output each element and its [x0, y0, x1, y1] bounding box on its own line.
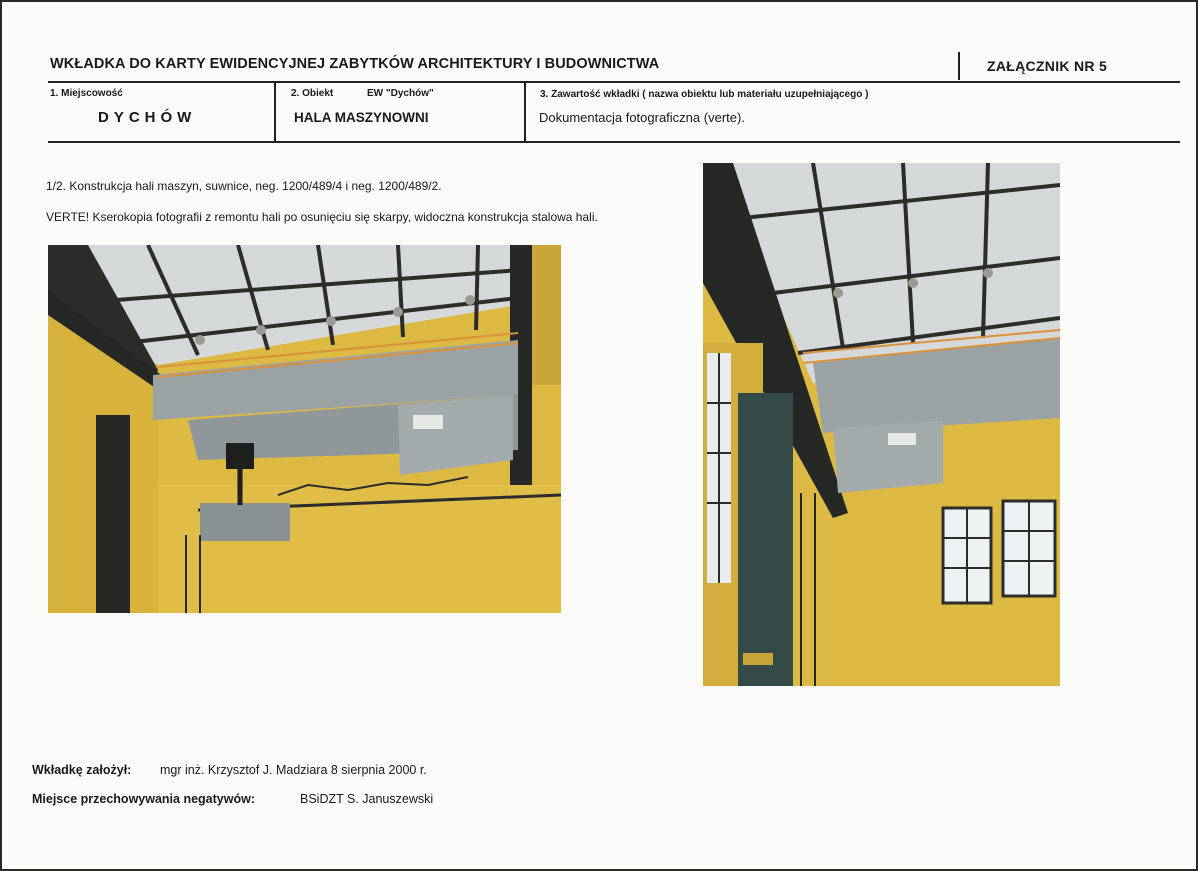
negatives-storage-value: BSiDZT S. Januszewski [300, 792, 434, 806]
column-divider [274, 82, 276, 142]
sheet-title: WKŁADKA DO KARTY EWIDENCYJNEJ ZABYTKÓW ARCHITEKTURY I BUDOWNICTWA [50, 56, 660, 72]
place-label: 1. Miejscowość [50, 88, 123, 99]
contents-value: Dokumentacja fotograficzna (verte). [539, 110, 745, 125]
author-value: mgr inż. Krzysztof J. Madziara 8 sierpnia 2000 r. [160, 763, 427, 777]
author-label: Wkładkę założył: [32, 763, 132, 777]
photo-caption: 1/2. Konstrukcja hali maszyn, suwnice, neg. 1200/489/4 i neg. 1200/489/2. [46, 179, 442, 193]
place-value: DYCHÓW [98, 109, 197, 126]
crane-photo-right-image [703, 163, 1060, 686]
crane-photo-right [703, 163, 1060, 686]
verte-note: VERTE! Kserokopia fotografii z remontu hali po osunięciu się skarpy, widoczna konstrukcja stalowa hali. [46, 210, 598, 224]
header-divider [958, 52, 960, 80]
object-label: 2. Obiekt [291, 88, 334, 99]
column-divider [524, 82, 526, 142]
annex-number: ZAŁĄCZNIK NR 5 [987, 58, 1108, 74]
crane-photo-left-image [48, 245, 561, 613]
crane-photo-left [48, 245, 561, 613]
object-site: EW "Dychów" [367, 88, 434, 99]
negatives-storage-label: Miejsce przechowywania negatywów: [32, 792, 255, 806]
table-top-rule [48, 81, 1180, 83]
table-bottom-rule [48, 141, 1180, 143]
contents-label: 3. Zawartość wkładki ( nazwa obiektu lub materiału uzupełniającego ) [540, 89, 869, 100]
object-value: HALA MASZYNOWNI [294, 110, 429, 125]
